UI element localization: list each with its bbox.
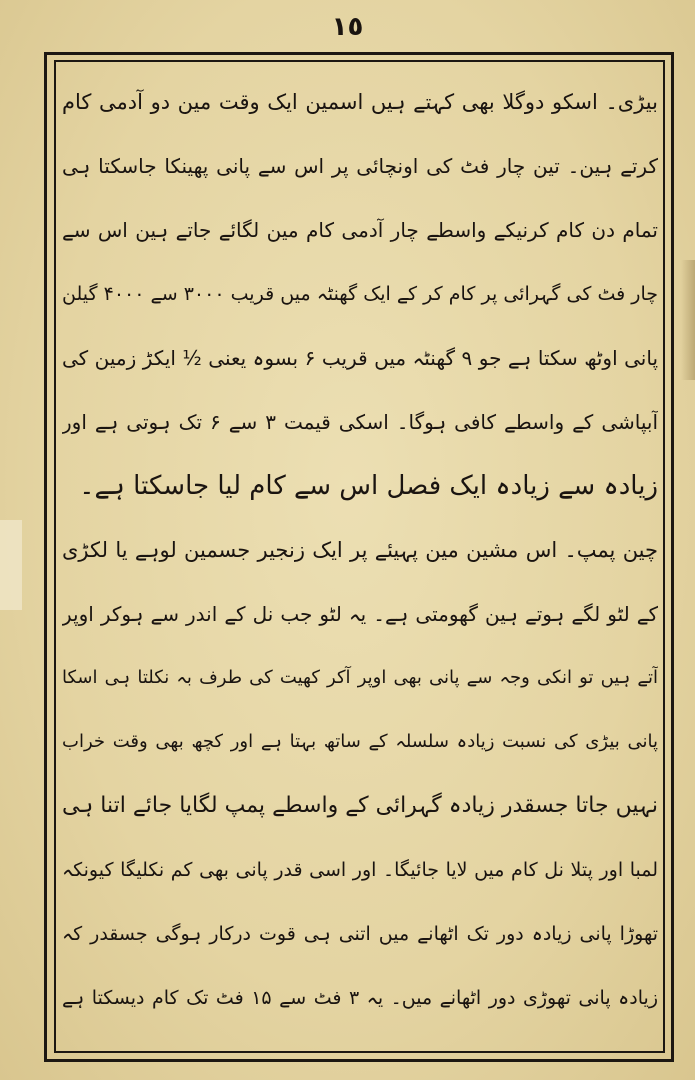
text-line: زیادہ سے زیادہ ایک فصل اس سے کام لیا جاسکتا ہے۔ bbox=[79, 471, 658, 501]
page-number: ١٥ bbox=[331, 12, 364, 42]
body-text bbox=[62, 72, 658, 1042]
text-line: آتے ہیں تو انکی وجہ سے پانی بھی اوپر آکر کھیت کی طرف بہ نکلتا ہی اسکا bbox=[62, 667, 658, 688]
text-line: زیادہ پانی تھوڑی دور اٹھانے میں۔ یہ ۳ فٹ سے ۱۵ فٹ تک کام دیسکتا ہے bbox=[62, 987, 658, 1009]
text-line: چین پمپ۔ اس مشین مین پہیئے پر ایک زنجیر جسمین لوہے یا لکڑی bbox=[62, 538, 658, 562]
text-line: پانی بیڑی کی نسبت زیادہ سلسلہ کے ساتھ بہتا ہے اور کچھ بھی وقت خراب bbox=[62, 731, 658, 752]
text-line: بیڑی۔ اسکو دوگلا بھی کہتے ہیں اسمین ایک وقت مین دو آدمی کام bbox=[62, 90, 658, 114]
page-spine-shadow bbox=[681, 260, 695, 380]
text-line: لمبا اور پتلا نل کام میں لایا جائیگا۔ اور اسی قدر پانی بھی کم نکلیگا کیونکہ bbox=[62, 859, 658, 881]
page-edge-stain bbox=[0, 520, 22, 610]
text-line: کے لٹو لگے ہوتے ہین گھومتی ہے۔ یہ لٹو جب نل کے اندر سے ہوکر اوپر bbox=[62, 602, 658, 626]
text-line: نہیں جاتا جسقدر زیادہ گہرائی کے واسطے پمپ لگایا جائے اتنا ہی bbox=[62, 793, 658, 818]
text-line: تمام دن کام کرنیکے واسطے چار آدمی کام مین لگائے جاتے ہین اس سے bbox=[62, 218, 658, 242]
text-line: کرتے ہین۔ تین چار فٹ کی اونچائی پر اس سے پانی پھینکا جاسکتا ہی bbox=[62, 154, 658, 178]
text-line: چار فٹ کی گہرائی پر کام کر کے ایک گھنٹہ میں قریب ۳۰۰۰ سے ۴۰۰۰ گیلن bbox=[62, 283, 658, 305]
text-line: تھوڑا پانی زیادہ دور تک اٹھانے میں اتنی ہی قوت درکار ہوگی جسقدر کہ bbox=[62, 923, 658, 945]
text-line: پانی اوٹھ سکتا ہے جو ۹ گھنٹہ میں قریب ۶ بسوہ یعنی ½ ایکڑ زمین کی bbox=[62, 346, 658, 370]
text-line: آبپاشی کے واسطے کافی ہوگا۔ اسکی قیمت ۳ سے ۶ تک ہوتی ہے اور bbox=[62, 410, 658, 434]
